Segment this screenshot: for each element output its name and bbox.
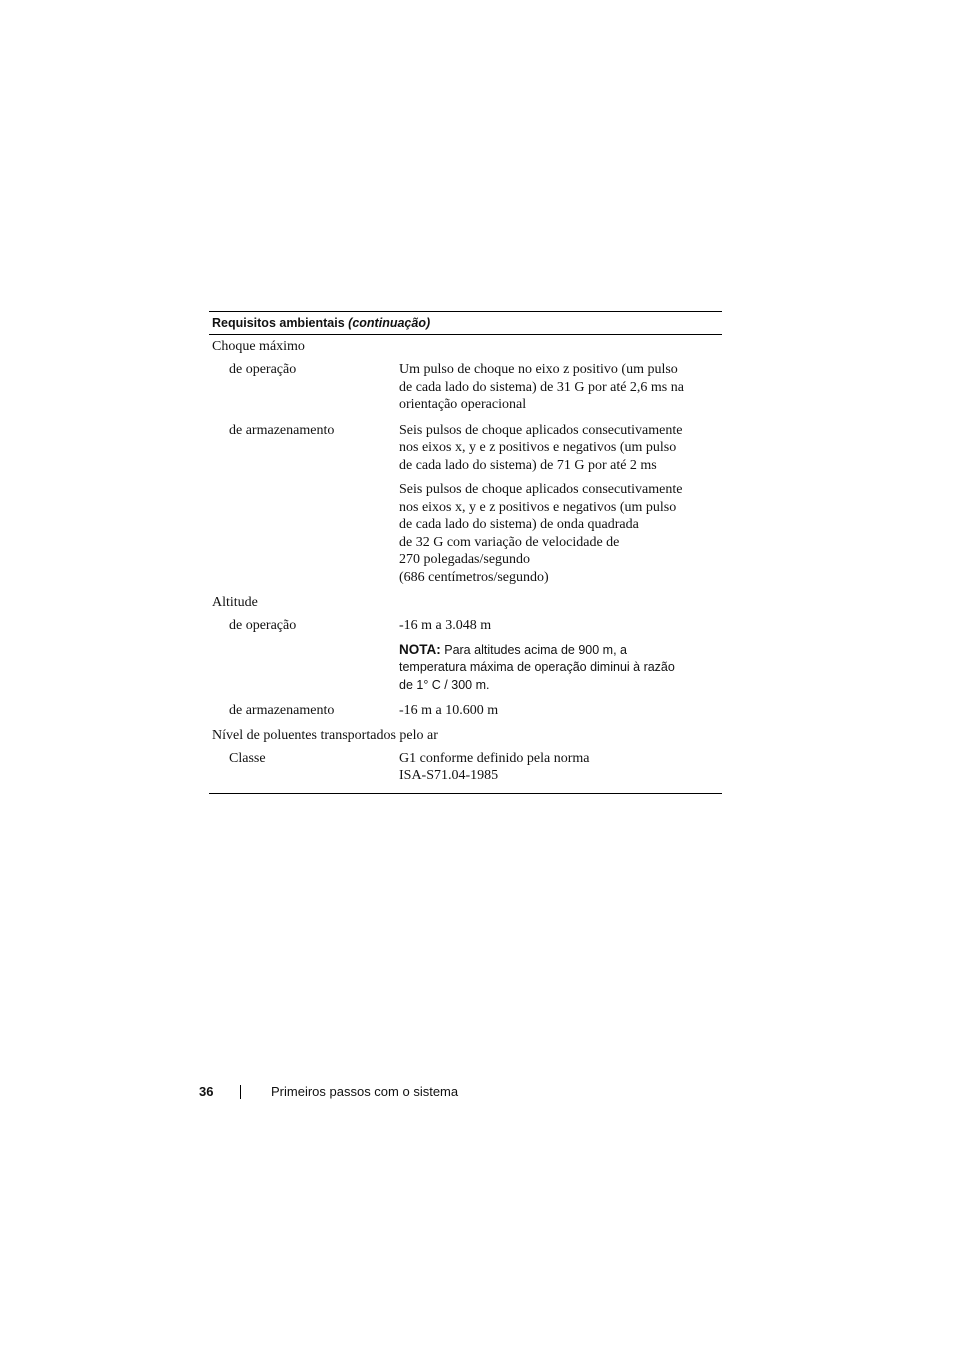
note-label: NOTA: <box>399 641 441 657</box>
table-row <box>209 750 722 785</box>
footer-separator <box>240 1085 241 1099</box>
value-line: Seis pulsos de choque aplicados consecutivamente <box>399 422 683 438</box>
row-value <box>399 481 722 586</box>
env-requirements-table <box>209 311 722 794</box>
row-value: -16 m a 3.048 m <box>399 618 492 633</box>
note-line: Para altitudes acima de 900 m, a <box>444 642 627 657</box>
table-row <box>209 617 722 635</box>
table-row <box>209 361 722 414</box>
note-line: temperatura máxima de operação diminui à razão <box>399 660 675 674</box>
table-header-title: Requisitos ambientais <box>212 316 345 330</box>
table-row <box>209 422 722 475</box>
row-value <box>399 750 722 785</box>
section-altitude-title: Altitude <box>212 595 258 610</box>
value-line: nos eixos x, y e z positivos e negativos (um pulso <box>399 499 677 515</box>
row-value <box>399 422 722 475</box>
row-label: de operação <box>229 618 297 633</box>
value-line: 270 polegadas/segundo <box>399 552 531 567</box>
table-row <box>209 641 722 695</box>
section-pollutants-title: Nível de poluentes transportados pelo ar <box>212 727 438 743</box>
value-line: orientação operacional <box>399 397 527 412</box>
value-line: de cada lado do sistema) de onda quadrada <box>399 517 639 532</box>
note <box>399 641 722 695</box>
row-label: de armazenamento <box>229 422 335 438</box>
value-line: ISA-S71.04-1985 <box>399 768 499 783</box>
value-line: Seis pulsos de choque aplicados consecutivamente <box>399 482 683 497</box>
footer-title: Primeiros passos com o sistema <box>271 1084 459 1099</box>
value-line: de cada lado do sistema) de 31 G por até 2,6 ms na <box>399 379 684 395</box>
value-line: (686 centímetros/segundo) <box>399 569 549 585</box>
row-label: Classe <box>229 750 266 766</box>
value-line: G1 conforme definido pela norma <box>399 750 590 766</box>
page-footer <box>199 1084 458 1099</box>
row-value <box>399 361 722 414</box>
value-line: Um pulso de choque no eixo z positivo (um pulso <box>399 362 678 377</box>
table-header-continuation: (continuação) <box>348 316 431 330</box>
row-value: -16 m a 10.600 m <box>399 703 499 718</box>
value-line: de 32 G com variação de velocidade de <box>399 534 620 550</box>
section-shock-title: Choque máximo <box>212 339 305 354</box>
note-line: de 1° C / 300 m. <box>399 677 490 692</box>
value-line: nos eixos x, y e z positivos e negativos (um pulso <box>399 440 677 455</box>
table-row <box>209 481 722 586</box>
table-row <box>209 702 722 720</box>
row-label: de armazenamento <box>229 703 335 718</box>
table-bottom-rule <box>209 793 722 794</box>
row-label: de operação <box>229 362 297 377</box>
table-header <box>209 312 722 335</box>
value-line: de cada lado do sistema) de 71 G por até 2 ms <box>399 457 657 473</box>
page-number: 36 <box>199 1084 214 1099</box>
